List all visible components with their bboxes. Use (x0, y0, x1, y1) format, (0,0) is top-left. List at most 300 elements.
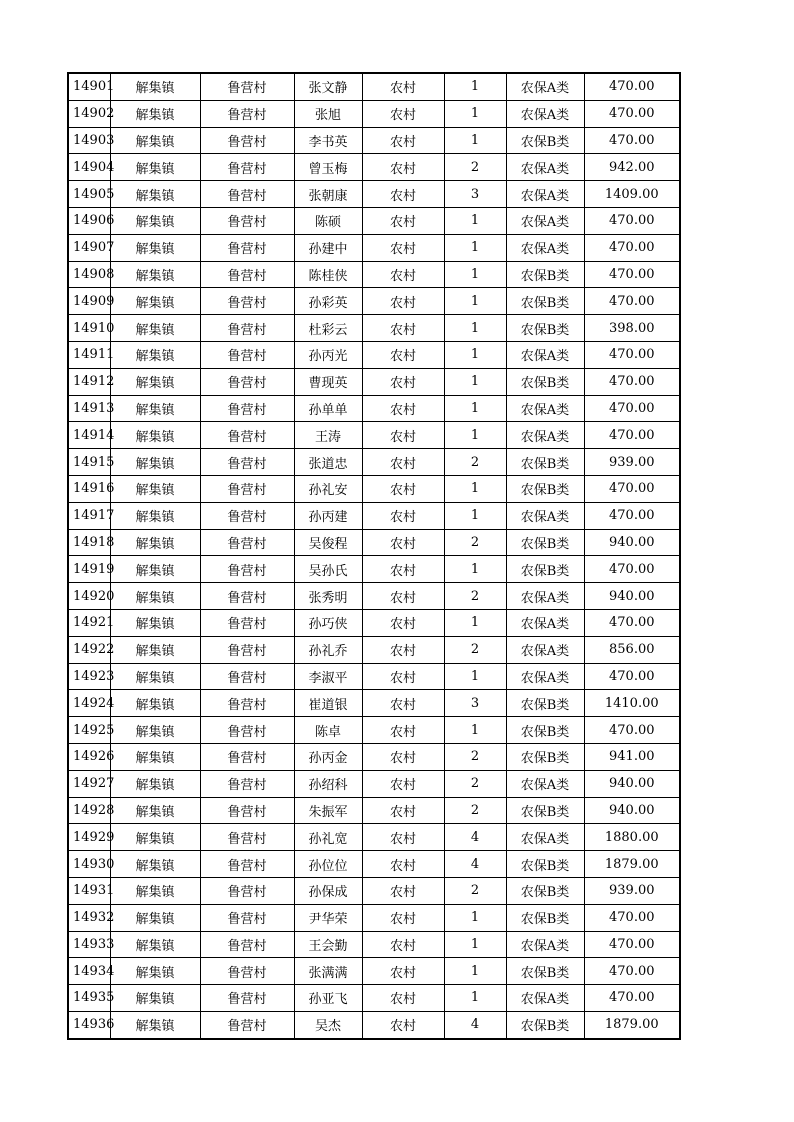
town-cell: 解集镇 (110, 877, 200, 904)
category-cell: 农保A类 (506, 100, 584, 127)
amount-cell: 939.00 (584, 449, 680, 476)
type-cell: 农村 (362, 583, 444, 610)
town-cell: 解集镇 (110, 636, 200, 663)
category-cell: 农保B类 (506, 851, 584, 878)
id-cell: 14908 (68, 261, 110, 288)
town-cell: 解集镇 (110, 583, 200, 610)
name-cell: 曾玉梅 (294, 154, 362, 181)
village-cell: 鲁营村 (200, 743, 294, 770)
name-cell: 张满满 (294, 958, 362, 985)
category-cell: 农保B类 (506, 877, 584, 904)
category-cell: 农保B类 (506, 904, 584, 931)
type-cell: 农村 (362, 288, 444, 315)
amount-cell: 470.00 (584, 556, 680, 583)
count-cell: 1 (444, 958, 506, 985)
type-cell: 农村 (362, 636, 444, 663)
town-cell: 解集镇 (110, 904, 200, 931)
id-cell: 14909 (68, 288, 110, 315)
count-cell: 1 (444, 556, 506, 583)
category-cell: 农保B类 (506, 717, 584, 744)
type-cell: 农村 (362, 529, 444, 556)
type-cell: 农村 (362, 770, 444, 797)
amount-cell: 470.00 (584, 663, 680, 690)
count-cell: 3 (444, 181, 506, 208)
town-cell: 解集镇 (110, 449, 200, 476)
town-cell: 解集镇 (110, 73, 200, 100)
town-cell: 解集镇 (110, 368, 200, 395)
table-row (68, 556, 680, 583)
category-cell: 农保A类 (506, 609, 584, 636)
town-cell: 解集镇 (110, 234, 200, 261)
id-cell: 14933 (68, 931, 110, 958)
name-cell: 孙礼宽 (294, 824, 362, 851)
id-cell: 14915 (68, 449, 110, 476)
village-cell: 鲁营村 (200, 931, 294, 958)
id-cell: 14916 (68, 475, 110, 502)
name-cell: 曹现英 (294, 368, 362, 395)
type-cell: 农村 (362, 663, 444, 690)
village-cell: 鲁营村 (200, 797, 294, 824)
type-cell: 农村 (362, 1011, 444, 1038)
type-cell: 农村 (362, 422, 444, 449)
table-row (68, 583, 680, 610)
village-cell: 鲁营村 (200, 288, 294, 315)
town-cell: 解集镇 (110, 395, 200, 422)
type-cell: 农村 (362, 609, 444, 636)
amount-cell: 470.00 (584, 985, 680, 1012)
count-cell: 4 (444, 851, 506, 878)
amount-cell: 470.00 (584, 931, 680, 958)
type-cell: 农村 (362, 395, 444, 422)
type-cell: 农村 (362, 315, 444, 342)
id-cell: 14925 (68, 717, 110, 744)
name-cell: 孙巧侠 (294, 609, 362, 636)
table-row (68, 127, 680, 154)
village-cell: 鲁营村 (200, 851, 294, 878)
id-cell: 14907 (68, 234, 110, 261)
category-cell: 农保A类 (506, 207, 584, 234)
name-cell: 孙礼安 (294, 475, 362, 502)
type-cell: 农村 (362, 449, 444, 476)
type-cell: 农村 (362, 502, 444, 529)
count-cell: 4 (444, 1011, 506, 1038)
town-cell: 解集镇 (110, 958, 200, 985)
type-cell: 农村 (362, 797, 444, 824)
name-cell: 陈硕 (294, 207, 362, 234)
table-row (68, 100, 680, 127)
type-cell: 农村 (362, 717, 444, 744)
village-cell: 鲁营村 (200, 824, 294, 851)
town-cell: 解集镇 (110, 288, 200, 315)
amount-cell: 470.00 (584, 100, 680, 127)
name-cell: 陈桂侠 (294, 261, 362, 288)
name-cell: 杜彩云 (294, 315, 362, 342)
count-cell: 1 (444, 100, 506, 127)
id-cell: 14923 (68, 663, 110, 690)
id-cell: 14936 (68, 1011, 110, 1038)
count-cell: 2 (444, 770, 506, 797)
type-cell: 农村 (362, 743, 444, 770)
village-cell: 鲁营村 (200, 877, 294, 904)
table-row (68, 422, 680, 449)
category-cell: 农保B类 (506, 556, 584, 583)
town-cell: 解集镇 (110, 717, 200, 744)
category-cell: 农保A类 (506, 985, 584, 1012)
type-cell: 农村 (362, 475, 444, 502)
count-cell: 1 (444, 315, 506, 342)
table-row (68, 958, 680, 985)
count-cell: 1 (444, 663, 506, 690)
village-cell: 鲁营村 (200, 663, 294, 690)
table-row (68, 395, 680, 422)
id-cell: 14928 (68, 797, 110, 824)
town-cell: 解集镇 (110, 341, 200, 368)
count-cell: 2 (444, 636, 506, 663)
type-cell: 农村 (362, 824, 444, 851)
name-cell: 吴孙氏 (294, 556, 362, 583)
table-row (68, 663, 680, 690)
category-cell: 农保B类 (506, 368, 584, 395)
name-cell: 吴俊程 (294, 529, 362, 556)
name-cell: 张朝康 (294, 181, 362, 208)
id-cell: 14901 (68, 73, 110, 100)
id-cell: 14930 (68, 851, 110, 878)
count-cell: 1 (444, 234, 506, 261)
village-cell: 鲁营村 (200, 529, 294, 556)
type-cell: 农村 (362, 261, 444, 288)
amount-cell: 470.00 (584, 609, 680, 636)
name-cell: 张旭 (294, 100, 362, 127)
name-cell: 孙礼乔 (294, 636, 362, 663)
table-row (68, 154, 680, 181)
village-cell: 鲁营村 (200, 717, 294, 744)
amount-cell: 856.00 (584, 636, 680, 663)
table-row (68, 985, 680, 1012)
category-cell: 农保A类 (506, 636, 584, 663)
name-cell: 朱振军 (294, 797, 362, 824)
amount-cell: 470.00 (584, 127, 680, 154)
id-cell: 14932 (68, 904, 110, 931)
town-cell: 解集镇 (110, 663, 200, 690)
category-cell: 农保B类 (506, 958, 584, 985)
id-cell: 14921 (68, 609, 110, 636)
amount-cell: 470.00 (584, 475, 680, 502)
table-row (68, 315, 680, 342)
village-cell: 鲁营村 (200, 127, 294, 154)
village-cell: 鲁营村 (200, 395, 294, 422)
category-cell: 农保B类 (506, 1011, 584, 1038)
count-cell: 1 (444, 931, 506, 958)
amount-cell: 940.00 (584, 583, 680, 610)
id-cell: 14929 (68, 824, 110, 851)
type-cell: 农村 (362, 127, 444, 154)
amount-cell: 941.00 (584, 743, 680, 770)
name-cell: 孙位位 (294, 851, 362, 878)
count-cell: 4 (444, 824, 506, 851)
category-cell: 农保A类 (506, 181, 584, 208)
category-cell: 农保A类 (506, 502, 584, 529)
category-cell: 农保A类 (506, 234, 584, 261)
type-cell: 农村 (362, 904, 444, 931)
name-cell: 尹华荣 (294, 904, 362, 931)
name-cell: 孙丙光 (294, 341, 362, 368)
count-cell: 2 (444, 583, 506, 610)
town-cell: 解集镇 (110, 1011, 200, 1038)
amount-cell: 470.00 (584, 395, 680, 422)
village-cell: 鲁营村 (200, 958, 294, 985)
amount-cell: 470.00 (584, 261, 680, 288)
category-cell: 农保B类 (506, 475, 584, 502)
name-cell: 孙丙建 (294, 502, 362, 529)
village-cell: 鲁营村 (200, 583, 294, 610)
category-cell: 农保A类 (506, 663, 584, 690)
table-row (68, 502, 680, 529)
town-cell: 解集镇 (110, 154, 200, 181)
village-cell: 鲁营村 (200, 904, 294, 931)
amount-cell: 398.00 (584, 315, 680, 342)
table-row (68, 931, 680, 958)
id-cell: 14920 (68, 583, 110, 610)
id-cell: 14931 (68, 877, 110, 904)
name-cell: 张道忠 (294, 449, 362, 476)
table-row (68, 449, 680, 476)
category-cell: 农保A类 (506, 341, 584, 368)
type-cell: 农村 (362, 341, 444, 368)
id-cell: 14918 (68, 529, 110, 556)
table-row (68, 207, 680, 234)
name-cell: 张文静 (294, 73, 362, 100)
category-cell: 农保A类 (506, 770, 584, 797)
village-cell: 鲁营村 (200, 985, 294, 1012)
count-cell: 1 (444, 904, 506, 931)
village-cell: 鲁营村 (200, 100, 294, 127)
table-row (68, 73, 680, 100)
category-cell: 农保A类 (506, 154, 584, 181)
village-cell: 鲁营村 (200, 422, 294, 449)
town-cell: 解集镇 (110, 422, 200, 449)
count-cell: 1 (444, 985, 506, 1012)
id-cell: 14926 (68, 743, 110, 770)
type-cell: 农村 (362, 851, 444, 878)
table-row (68, 851, 680, 878)
table-row (68, 904, 680, 931)
count-cell: 1 (444, 502, 506, 529)
amount-cell: 942.00 (584, 154, 680, 181)
town-cell: 解集镇 (110, 824, 200, 851)
village-cell: 鲁营村 (200, 690, 294, 717)
count-cell: 3 (444, 690, 506, 717)
count-cell: 1 (444, 261, 506, 288)
name-cell: 王涛 (294, 422, 362, 449)
count-cell: 1 (444, 422, 506, 449)
name-cell: 李淑平 (294, 663, 362, 690)
amount-cell: 1879.00 (584, 851, 680, 878)
table-row (68, 609, 680, 636)
table-row (68, 717, 680, 744)
type-cell: 农村 (362, 556, 444, 583)
count-cell: 1 (444, 341, 506, 368)
amount-cell: 470.00 (584, 341, 680, 368)
town-cell: 解集镇 (110, 931, 200, 958)
count-cell: 1 (444, 73, 506, 100)
town-cell: 解集镇 (110, 261, 200, 288)
id-cell: 14927 (68, 770, 110, 797)
category-cell: 农保B类 (506, 127, 584, 154)
category-cell: 农保A类 (506, 395, 584, 422)
village-cell: 鲁营村 (200, 207, 294, 234)
village-cell: 鲁营村 (200, 234, 294, 261)
amount-cell: 940.00 (584, 797, 680, 824)
town-cell: 解集镇 (110, 127, 200, 154)
id-cell: 14911 (68, 341, 110, 368)
id-cell: 14935 (68, 985, 110, 1012)
category-cell: 农保A类 (506, 824, 584, 851)
table-row (68, 234, 680, 261)
id-cell: 14902 (68, 100, 110, 127)
count-cell: 2 (444, 154, 506, 181)
type-cell: 农村 (362, 690, 444, 717)
count-cell: 2 (444, 797, 506, 824)
amount-cell: 470.00 (584, 207, 680, 234)
name-cell: 崔道银 (294, 690, 362, 717)
amount-cell: 470.00 (584, 73, 680, 100)
town-cell: 解集镇 (110, 985, 200, 1012)
village-cell: 鲁营村 (200, 770, 294, 797)
town-cell: 解集镇 (110, 770, 200, 797)
id-cell: 14919 (68, 556, 110, 583)
id-cell: 14922 (68, 636, 110, 663)
type-cell: 农村 (362, 181, 444, 208)
table-row (68, 529, 680, 556)
amount-cell: 939.00 (584, 877, 680, 904)
name-cell: 孙丙金 (294, 743, 362, 770)
category-cell: 农保B类 (506, 315, 584, 342)
village-cell: 鲁营村 (200, 449, 294, 476)
amount-cell: 940.00 (584, 529, 680, 556)
village-cell: 鲁营村 (200, 1011, 294, 1038)
id-cell: 14914 (68, 422, 110, 449)
table-body (68, 73, 680, 1039)
town-cell: 解集镇 (110, 797, 200, 824)
category-cell: 农保A类 (506, 931, 584, 958)
type-cell: 农村 (362, 154, 444, 181)
id-cell: 14913 (68, 395, 110, 422)
name-cell: 李书英 (294, 127, 362, 154)
category-cell: 农保A类 (506, 583, 584, 610)
table-row (68, 181, 680, 208)
name-cell: 孙彩英 (294, 288, 362, 315)
village-cell: 鲁营村 (200, 475, 294, 502)
count-cell: 2 (444, 877, 506, 904)
table-row (68, 690, 680, 717)
amount-cell: 470.00 (584, 288, 680, 315)
town-cell: 解集镇 (110, 181, 200, 208)
table-row (68, 368, 680, 395)
town-cell: 解集镇 (110, 502, 200, 529)
data-table (67, 72, 681, 1040)
type-cell: 农村 (362, 931, 444, 958)
village-cell: 鲁营村 (200, 181, 294, 208)
amount-cell: 470.00 (584, 904, 680, 931)
count-cell: 1 (444, 288, 506, 315)
name-cell: 孙单单 (294, 395, 362, 422)
amount-cell: 470.00 (584, 234, 680, 261)
type-cell: 农村 (362, 985, 444, 1012)
count-cell: 1 (444, 475, 506, 502)
id-cell: 14903 (68, 127, 110, 154)
town-cell: 解集镇 (110, 207, 200, 234)
amount-cell: 470.00 (584, 422, 680, 449)
name-cell: 王会勤 (294, 931, 362, 958)
count-cell: 2 (444, 743, 506, 770)
village-cell: 鲁营村 (200, 368, 294, 395)
name-cell: 孙建中 (294, 234, 362, 261)
name-cell: 孙保成 (294, 877, 362, 904)
village-cell: 鲁营村 (200, 556, 294, 583)
name-cell: 孙亚飞 (294, 985, 362, 1012)
amount-cell: 470.00 (584, 958, 680, 985)
type-cell: 农村 (362, 100, 444, 127)
id-cell: 14917 (68, 502, 110, 529)
type-cell: 农村 (362, 207, 444, 234)
amount-cell: 470.00 (584, 368, 680, 395)
type-cell: 农村 (362, 877, 444, 904)
amount-cell: 1409.00 (584, 181, 680, 208)
count-cell: 1 (444, 127, 506, 154)
id-cell: 14910 (68, 315, 110, 342)
village-cell: 鲁营村 (200, 154, 294, 181)
amount-cell: 470.00 (584, 717, 680, 744)
count-cell: 1 (444, 395, 506, 422)
id-cell: 14905 (68, 181, 110, 208)
village-cell: 鲁营村 (200, 73, 294, 100)
category-cell: 农保B类 (506, 261, 584, 288)
table-row (68, 743, 680, 770)
count-cell: 1 (444, 207, 506, 234)
category-cell: 农保B类 (506, 797, 584, 824)
type-cell: 农村 (362, 73, 444, 100)
category-cell: 农保B类 (506, 449, 584, 476)
category-cell: 农保B类 (506, 743, 584, 770)
town-cell: 解集镇 (110, 690, 200, 717)
table-row (68, 341, 680, 368)
name-cell: 吴杰 (294, 1011, 362, 1038)
village-cell: 鲁营村 (200, 261, 294, 288)
name-cell: 张秀明 (294, 583, 362, 610)
town-cell: 解集镇 (110, 475, 200, 502)
id-cell: 14934 (68, 958, 110, 985)
table-row (68, 797, 680, 824)
count-cell: 2 (444, 529, 506, 556)
type-cell: 农村 (362, 234, 444, 261)
table-row (68, 636, 680, 663)
table-row (68, 1011, 680, 1038)
table-row (68, 261, 680, 288)
amount-cell: 1410.00 (584, 690, 680, 717)
town-cell: 解集镇 (110, 609, 200, 636)
amount-cell: 1879.00 (584, 1011, 680, 1038)
category-cell: 农保B类 (506, 690, 584, 717)
id-cell: 14912 (68, 368, 110, 395)
town-cell: 解集镇 (110, 529, 200, 556)
village-cell: 鲁营村 (200, 636, 294, 663)
count-cell: 1 (444, 368, 506, 395)
amount-cell: 940.00 (584, 770, 680, 797)
town-cell: 解集镇 (110, 743, 200, 770)
category-cell: 农保B类 (506, 288, 584, 315)
category-cell: 农保B类 (506, 529, 584, 556)
village-cell: 鲁营村 (200, 609, 294, 636)
